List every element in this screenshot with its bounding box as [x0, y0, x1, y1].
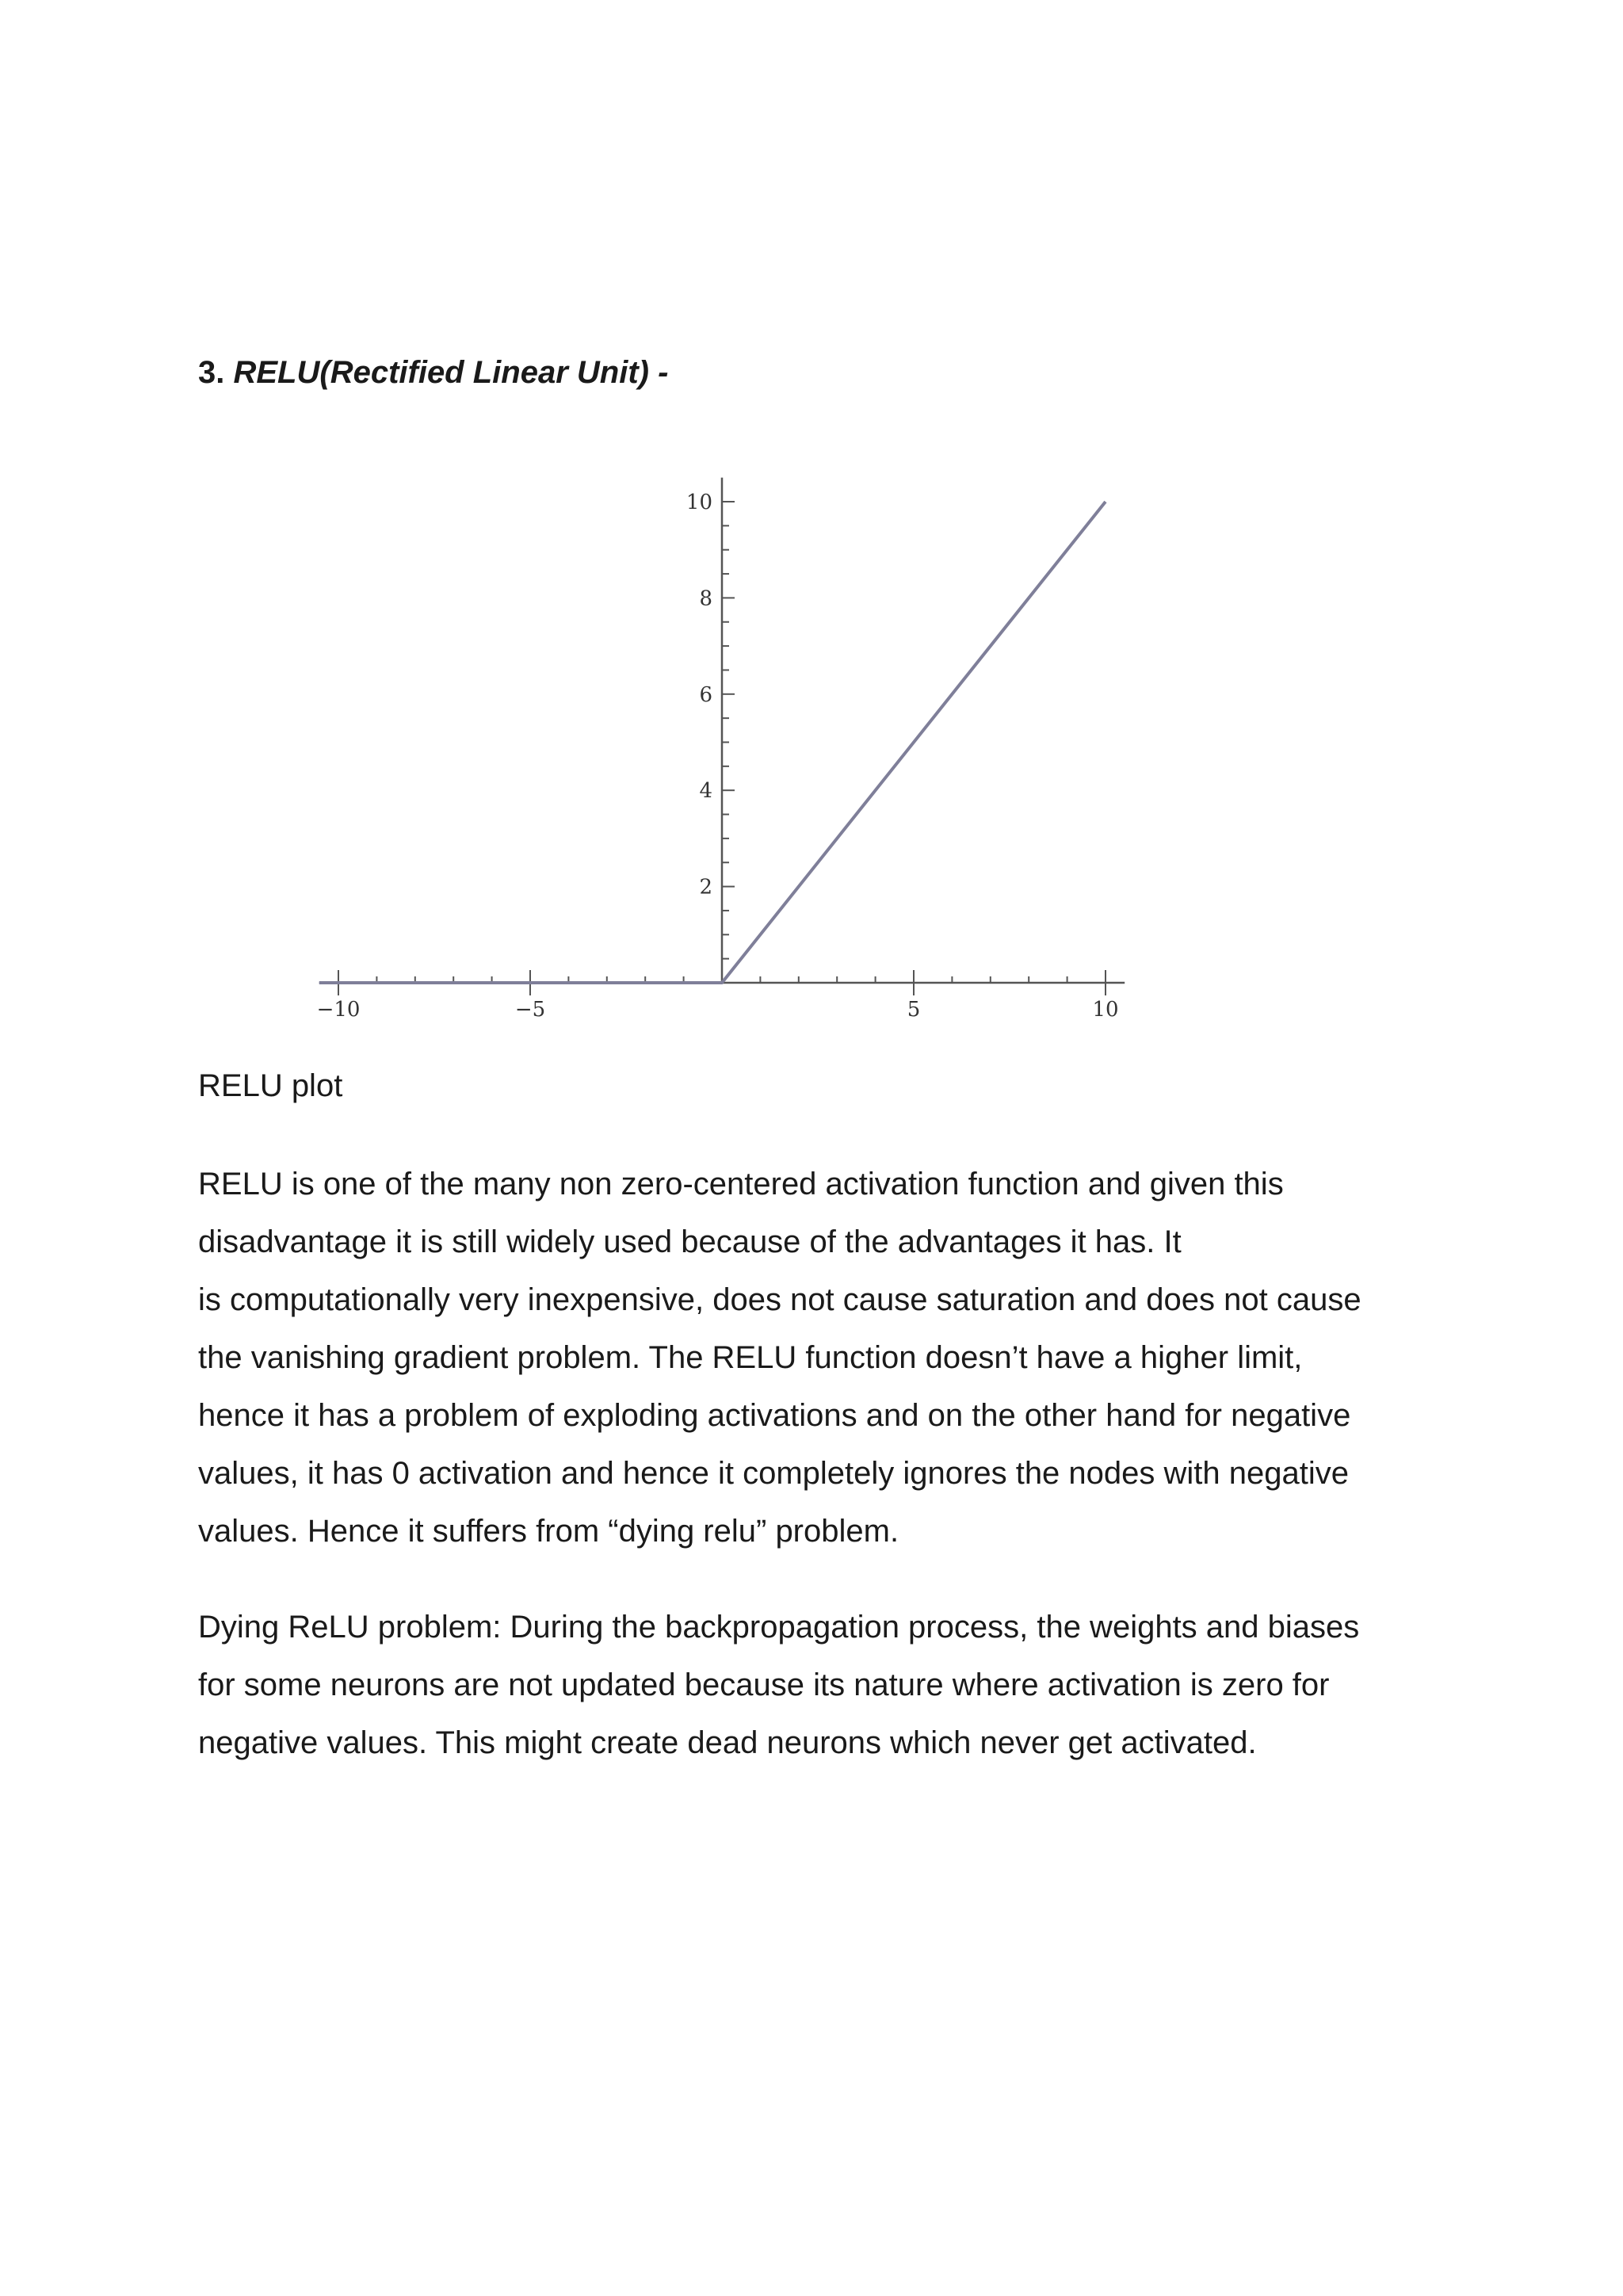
paragraph-line: RELU is one of the many non zero-centered activation function and given this: [198, 1167, 1284, 1201]
paragraph-line: for some neurons are not updated because its nature where activation is zero for: [198, 1668, 1330, 1702]
paragraph-line: is computationally very inexpensive, does not cause saturation and does not cause: [198, 1282, 1361, 1317]
paragraph-line: hence it has a problem of exploding activations and on the other hand for negative: [198, 1398, 1351, 1433]
y-tick-label: 10: [685, 491, 712, 514]
paragraph-line: values. Hence it suffers from “dying relu” problem.: [198, 1514, 899, 1549]
chart-caption: RELU plot: [198, 1068, 343, 1103]
relu-series-line: [319, 502, 1106, 983]
relu-chart: [301, 468, 1141, 1038]
y-tick-label: 2: [699, 875, 712, 900]
y-tick-label: 6: [699, 682, 712, 707]
x-tick-label: −5: [514, 998, 546, 1022]
section-number: 3.: [198, 355, 234, 390]
y-tick-label: 8: [699, 586, 712, 611]
paragraph-line: values, it has 0 activation and hence it completely ignores the nodes with negative: [198, 1456, 1349, 1491]
section-title: RELU(Rectified Linear Unit) -: [233, 355, 669, 390]
paragraph-dying-relu: [198, 1599, 1434, 1772]
x-tick-label: 10: [1092, 998, 1119, 1022]
paragraph-line: negative values. This might create dead neurons which never get activated.: [198, 1725, 1257, 1760]
x-tick-label: 5: [907, 998, 921, 1022]
paragraph-line: the vanishing gradient problem. The RELU function doesn’t have a higher limit,: [198, 1340, 1303, 1375]
y-tick-label: 4: [699, 779, 712, 804]
paragraph-relu-description: [198, 1156, 1434, 1561]
section-heading: [198, 355, 668, 391]
paragraph-line: Dying ReLU problem: During the backpropagation process, the weights and biases: [198, 1610, 1360, 1645]
x-tick-label: −10: [316, 998, 361, 1022]
paragraph-line: disadvantage it is still widely used because of the advantages it has. It: [198, 1224, 1182, 1259]
